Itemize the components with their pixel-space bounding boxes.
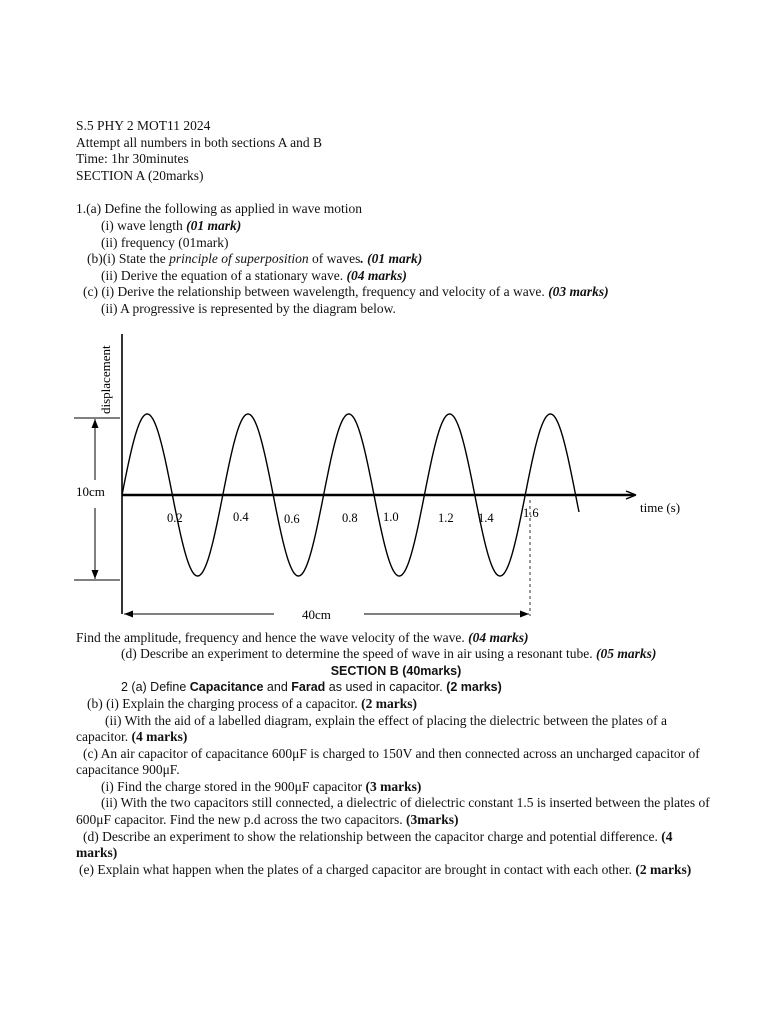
q2e-marks: (2 marks)	[635, 861, 692, 877]
q1a-ii: (ii) frequency (01mark)	[101, 234, 229, 250]
q2d-text: (d) Describe an experiment to show the relationship between the capacitor charge and potential difference.	[83, 828, 662, 844]
section-b-heading: SECTION B (40marks)	[330, 663, 462, 678]
q2b-i	[76, 696, 716, 713]
q2b-i-text: (b) (i) Explain the charging process of a capacitor.	[87, 695, 362, 711]
length-arrowhead-right	[520, 610, 529, 617]
x-axis-label: time (s)	[640, 499, 681, 515]
amplitude-arrowhead-down	[92, 570, 99, 579]
q1c-ii-find	[76, 630, 716, 647]
q2b-i-marks: (2 marks)	[361, 695, 418, 711]
q2a-marks: (2 marks)	[446, 680, 502, 695]
q2c-ii	[76, 795, 716, 828]
q2c-i-text: (i) Find the charge stored in the 900μF capacitor	[101, 778, 366, 794]
q1-find-text: Find the amplitude, frequency and hence the wave velocity of the wave.	[76, 629, 469, 645]
q1c-i-text: (c) (i) Derive the relationship between wavelength, frequency and velocity of a wave.	[83, 284, 549, 300]
q1c-ii: (ii) A progressive is represented by the diagram below.	[101, 300, 396, 316]
tick-label: 0.4	[233, 509, 249, 524]
spacer	[76, 184, 716, 201]
q2c: (c) An air capacitor of capacitance 600μF is charged to 150V and then connected across an uncharged capacitor of capacitance 900μF.	[76, 745, 700, 778]
q1b-i-term: principle of superposition	[169, 251, 309, 267]
q1b-i-marks: . (01 mark)	[360, 251, 423, 267]
q1d-marks: (05 marks)	[595, 646, 657, 662]
q2e-text: (e) Explain what happen when the plates of a charged capacitor are brought in contact with each other.	[79, 861, 636, 877]
q1b-i-post: of waves	[308, 251, 361, 267]
q2e	[76, 862, 716, 879]
q2c-ii-marks: (3marks)	[406, 812, 459, 828]
q1a-stem: 1.(a) Define the following as applied in wave motion	[76, 201, 363, 217]
amplitude-label: 10cm	[76, 483, 105, 499]
q1a-i-marks: (01 mark)	[186, 217, 242, 233]
section-a-heading: SECTION A (20marks)	[76, 167, 204, 183]
wave-diagram	[74, 322, 714, 628]
q2d-marks: (4 marks)	[76, 828, 673, 861]
q1a-i-text: (i) wave length	[101, 217, 187, 233]
q1b-ii-marks: (04 marks)	[346, 267, 407, 283]
q2b-ii	[76, 713, 716, 746]
tick-label: 1.6	[523, 505, 539, 520]
exam-time: Time: 1hr 30minutes	[76, 151, 189, 167]
q2a-post: as used in capacitor.	[325, 680, 447, 695]
q2a-pre: 2 (a) Define	[121, 680, 190, 695]
y-axis-label: displacement	[98, 344, 113, 414]
exam-document	[76, 118, 716, 878]
q1c-i	[76, 284, 716, 301]
tick-label: 1.0	[383, 509, 399, 524]
exam-instruction: Attempt all numbers in both sections A and B	[76, 134, 322, 150]
q2c-i-marks: (3 marks)	[365, 778, 422, 794]
length-label: 40cm	[302, 606, 331, 622]
amplitude-arrowhead-up	[92, 419, 99, 428]
q1b-ii	[76, 268, 716, 285]
q2c-i	[76, 779, 716, 796]
q1-find-marks: (04 marks)	[468, 629, 529, 645]
tick-label: 1.2	[438, 510, 454, 525]
q2b-ii-text: (ii) With the aid of a labelled diagram, explain the effect of placing the dielectric between the plates of a capacitor.	[76, 712, 667, 745]
length-arrowhead-left	[124, 610, 133, 617]
q2a-term-capacitance: Capacitance	[189, 680, 264, 695]
q1b-ii-text: (ii) Derive the equation of a stationary wave.	[101, 267, 347, 283]
q2c-ii-text: (ii) With the two capacitors still connected, a dielectric of dielectric constant 1.5 is inserted between the plates of 600μF capacitor. Find the new p.d across the two capacitors.	[76, 795, 710, 828]
q2a-term-farad: Farad	[291, 680, 326, 695]
q1d	[76, 646, 716, 663]
q1b-i	[76, 251, 716, 268]
q1d-text: (d) Describe an experiment to determine the speed of wave in air using a resonant tube.	[121, 646, 596, 662]
q1a-i	[76, 218, 716, 235]
q1b-i-pre: (b)(i) State the	[87, 251, 170, 267]
tick-label: 0.8	[342, 510, 358, 525]
q1c-i-marks: (03 marks)	[548, 284, 609, 300]
q2a-mid: and	[263, 680, 292, 695]
tick-label: 0.2	[167, 510, 183, 525]
q2a	[76, 679, 716, 696]
tick-label: 0.6	[284, 511, 300, 526]
q2d	[76, 829, 716, 862]
exam-title: S.5 PHY 2 MOT11 2024	[76, 118, 211, 133]
q2b-ii-marks: (4 marks)	[131, 729, 188, 745]
tick-label: 1.4	[478, 510, 494, 525]
